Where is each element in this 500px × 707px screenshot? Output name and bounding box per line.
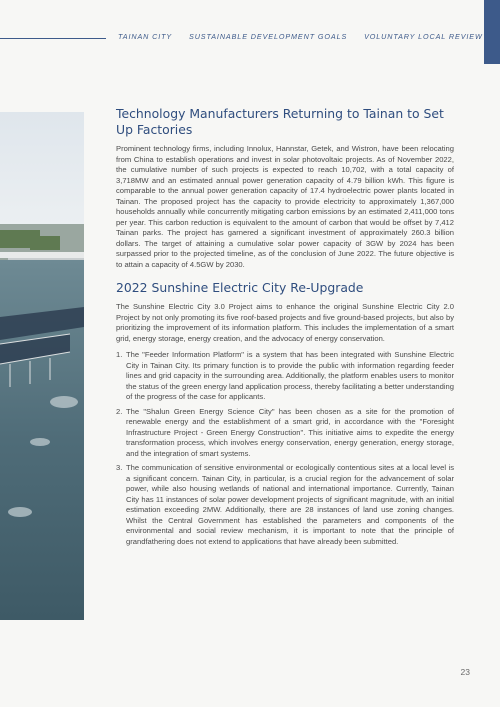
page-number: 23 — [460, 667, 470, 677]
section-title-manufacturers: Technology Manufacturers Returning to Tainan to Set Up Factories — [116, 106, 444, 137]
numbered-list — [116, 350, 454, 547]
header-item-city: TAINAN CITY — [118, 32, 173, 41]
list-item-number: 3. — [116, 463, 123, 472]
header-item-sdg: SUSTAINABLE DEVELOPMENT GOALS — [189, 32, 348, 41]
list-item-number: 1. — [116, 350, 123, 359]
list-item-text: The "Feeder Information Platform" is a system that has been integrated with Sunshine Electric City in Tainan City. Its primary function is to provide the public with information regarding feeder lines and grid capacity in the surrounding area. Additionally, the platform enables users to monitor the status of the green energy land application process, thereby facilitating a better understanding of the progress of the case for applicants. — [126, 350, 455, 401]
section-title-sunshine-city: 2022 Sunshine Electric City Re-Upgrade — [116, 280, 364, 295]
list-item — [116, 350, 454, 403]
list-item-text: The communication of sensitive environmental or ecologically contentious sites at a local level is a significant concern. Tainan City, in particular, is a crucial region for the advancement of solar power, while also housing wetlands of national and international importance. Currently, Tainan City has 11 instances of solar power development projects of significant magnitude, with an initial estimation exceeding 2MW. Additionally, there are 28 instances of land use zoning changes. Whilst the Central Government has established the parameters and components of the environmental and social review mechanism, it is important to note that the principle of grandfathering does not extend to applications that have already been submitted. — [126, 463, 454, 546]
header-rule — [0, 38, 106, 39]
corner-accent-bar — [484, 0, 500, 64]
list-item-number: 2. — [116, 406, 123, 416]
running-header — [118, 32, 497, 41]
header-item-vlr: VOLUNTARY LOCAL REVIEW — [364, 32, 483, 41]
list-item — [116, 463, 454, 547]
solar-farm-photo — [0, 112, 84, 620]
main-content — [116, 106, 454, 551]
section-body-manufacturers: Prominent technology firms, including Innolux, Hannstar, Getek, and Wistron, have been relocating from China to establish operations and invest in solar photovoltaic projects. As of November 2022, the cumulative number of such projects is expected to reach 10,702, with a total capacity of 3,718MW and an estimated annual power generation capacity of 4.79 billion kWh. This figure is comparable to the annual power generation capacity of 17.4 hydroelectric power plants located in Tainan. The proposed project has the capacity to provide electricity to approximately 1,367,000 households annually while concurrently mitigating carbon emissions by an estimated 2,411,000 tons per year. This carbon reduction is equivalent to the amount of carbon that would be offset by 7,412 Tainan parks. The project has garnered a significant investment of approximately 260.3 billion dollars. The target of attaining a cumulative solar power capacity of 3GW by 2024 has been surpassed prior to the projected timeline, as of the conclusion of June 2022. The future objective is to attain a capacity of 4.5GW by 2030. — [116, 144, 454, 269]
list-item-text: The "Shalun Green Energy Science City" has been chosen as a site for the promotion of renewable energy and the establishment of a smart grid, in accordance with the "Foresight Infrastructure Project - Green Energy Construction". This initiative aims to expedite the energy transformation process, which involves energy conservation, energy generation, energy storage, and the integration of smart systems. — [126, 406, 454, 458]
list-item — [116, 407, 454, 460]
section-intro-sunshine-city: The Sunshine Electric City 3.0 Project aims to enhance the original Sunshine Electric City 2.0 Project by not only promoting its five roof-based projects and five ground-based projects, but also by prioritizing the improvement of its information platform. This includes the implementation of a smart grid, energy storage, energy creation, and the advocacy of energy conservation. — [116, 302, 454, 343]
